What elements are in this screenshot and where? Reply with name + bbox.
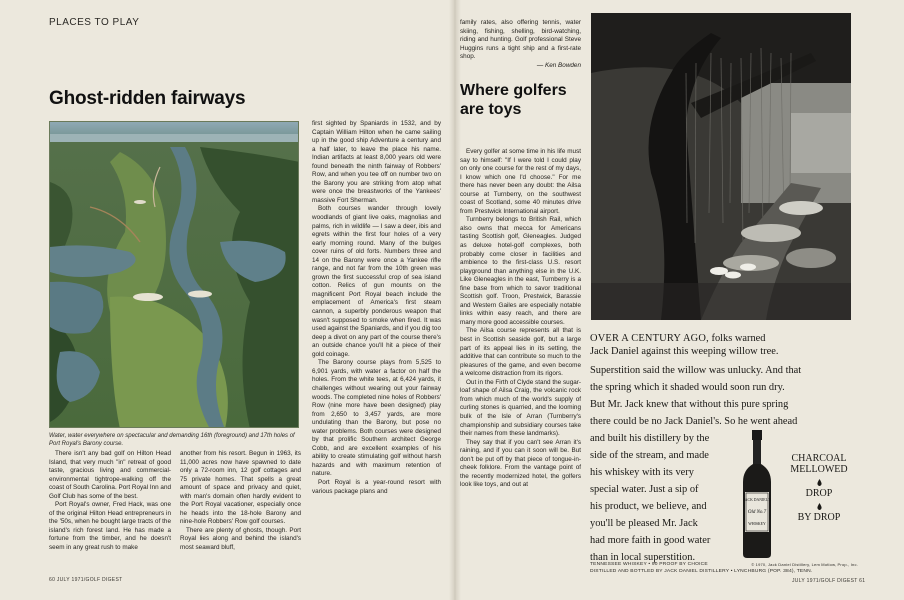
ad-body-line: his product, we believe, and	[590, 501, 707, 512]
byline: — Ken Bowden	[536, 61, 581, 69]
paragraph: Both courses wander through lovely woodlands of giant live oaks, magnolias and palms, rich in wildlife — I saw a deer, ibis and egrets within the first four holes of a very early morning round. Many of the bulges cover ruins of old forts. Numbers three and 14 on the Barony were once a Yankee rifle range, and not far from the 10th green was grown the first successful crop of sea island cotton. Relics of gun mounts on the magnificent Port Royal beach include the emplacement of America's first steam cannon, a superbly ponderous weapon that wasn't supposed to smoke when fired. It was used against the Spaniards, and if you dig too deep a divot on any part of the course there's an outside chance you'll hit a piece of their gold coinage.	[312, 205, 441, 358]
slogan-line: CHARCOAL	[791, 453, 847, 464]
ad-body-line: had more faith in good water	[590, 535, 711, 546]
ad-body-line: But Mr. Jack knew that without this pure spring	[590, 399, 789, 410]
drop-icon	[817, 479, 822, 486]
slogan-line: MELLOWED	[790, 464, 848, 475]
ad-footer-line1: TENNESSEE WHISKEY • 90 PROOF BY CHOICE	[590, 562, 708, 567]
article-column-4-top	[460, 19, 581, 70]
paragraph: first sighted by Spaniards in 1532, and by Captain William Hilton when he came sailing up in the good ship Adventure a century and a half later, to leave the place his name. Indian artifacts at least 8,000 years old were found beneath the ninth fairway of Robbers' Row, and when you tee off on number two on the Barony you are striking from atop what were once the breastworks of the Yankees' massive Fort Sherman.	[312, 120, 441, 204]
golf-course-aerial-photo	[49, 121, 299, 428]
ad-body-line: than in local superstition.	[590, 552, 696, 563]
paragraph: Turnberry belongs to British Rail, which also owns that mecca for Americans tasting Scottish golf, Gleneagles. Judged as deluxe hotel-golf complexes, both probably come closer in facilities and ambience to the first-class U.S. resort playground than anything else in the U.K. Like Gleneagles in the east, Turnberry is a fine base from which to savor traditional Scottish golf. Troon, Prestwick, Barassie and Western Gailes are especially notable links within easy reach, and there are many more good accessible courses.	[460, 216, 581, 326]
bottle-label-bottom: WHISKEY	[748, 522, 766, 526]
paragraph: Every golfer at some time in his life must say to himself: "If I were told I could play on only one course for the rest of my days, I know which one I'd choose." For me there has never been any doubt: the Ailsa course at Turnberry, on the southwest coast of Scotland, some 40 minutes drive from Prestwick International airport.	[460, 148, 581, 215]
slogan-line: DROP	[805, 488, 833, 499]
drop-icon	[817, 503, 822, 510]
bottle-label-mid: Old No.7	[747, 510, 767, 515]
ad-headline-rest: folks warned	[708, 333, 766, 344]
article-column-2	[180, 450, 301, 553]
ad-body-line: you'll be pleased Mr. Jack	[590, 518, 698, 529]
ad-slogan	[779, 453, 859, 523]
paragraph: There are plenty of ghosts, though. Port Royal lies along and behind the island's most seaward bluff,	[180, 526, 301, 552]
whiskey-bottle-image	[739, 430, 775, 558]
right-page-footer: JULY 1971/GOLF DIGEST 61	[792, 578, 866, 584]
subhead: Where golfers are toys	[460, 82, 567, 118]
ad-headline-caps: OVER A CENTURY AGO,	[590, 333, 709, 344]
ad-body-line: Superstition said the willow was unlucky. And that	[590, 365, 802, 376]
ad-footer	[590, 562, 858, 575]
photo-caption: Water, water everywhere on spectacular and demanding 16th (foreground) and 17th holes of Port Royal's Barony course.	[49, 433, 295, 447]
paragraph: The Ailsa course represents all that is best in Scottish seaside golf, but a large part of its appeal lies in its setting, the additive that can contribute so much to the pleasures of the game, and even become a welcome distraction from its rigors.	[460, 327, 581, 378]
ad-body-line: and built his distillery by the	[590, 433, 710, 444]
bottle-label-top: JACK DANIEL'S	[743, 498, 771, 502]
paragraph: family rates, also offering tennis, water skiing, fishing, shelling, bird-watching, riding and hunting. Golf professional Steve Huggins runs a tight ship and a first-rate shop.	[460, 19, 581, 61]
paragraph: another from his resort. Begun in 1963, its 11,000 acres now have spawned to date only a 72-room inn, 12 golf cottages and 75 private homes. That spells a great amount of space and privacy and quiet, with man's domain often hardly evident to the Port Royal vacationer, especially once he heads into the 18-hole Barony and nine-hole Robbers' Row golf courses.	[180, 450, 301, 526]
willow-tree-photo	[591, 13, 851, 320]
left-page-footer: 60 JULY 1971/GOLF DIGEST	[49, 577, 123, 583]
ad-copyright: © 1970, Jack Daniel Distillery, Lem Motlow, Prop., Inc.	[751, 562, 858, 567]
article-column-4	[460, 148, 581, 490]
ad-body-line: special water. Just a sip of	[590, 484, 699, 495]
paragraph: Port Royal's owner, Fred Hack, was one of the original Hilton Head entrepreneurs in the '50s, when he bought large tracts of the island's rich forest land. He has made a fortune from the timber, and he doesn't seem in any great rush to make	[49, 501, 171, 552]
ad-body-line: side of the stream, and made	[590, 450, 709, 461]
ad-body-line: the spring which it shaded would soon run dry.	[590, 382, 785, 393]
ad-headline	[590, 332, 858, 359]
paragraph: Port Royal is a year-round resort with various package plans and	[312, 478, 441, 495]
slogan-line: BY DROP	[797, 512, 841, 523]
ad-footer-line2: DISTILLED AND BOTTLED BY JACK DANIEL DISTILLERY • LYNCHBURG (POP. 384), TENN.	[590, 568, 813, 574]
paragraph: They say that if you can't see Arran it's raining, and if you can it soon will be. But don't be put off by that piece of tongue-in-cheek folklore. From the vantage point of the recently modernized hotel, the golfers look like toys, and out at	[460, 438, 581, 489]
article-column-3	[312, 120, 441, 496]
paragraph: Out in the Firth of Clyde stand the sugar-loaf shape of Ailsa Craig, the volcanic rock from which much of the world's supply of curling stones is quarried, and the looming bulk of the Isle of Arran (Turnberry's championship and subsidiary courses take their names from these landmarks).	[460, 378, 581, 438]
paragraph: The Barony course plays from 5,525 to 6,901 yards, with water a factor on half the holes. From the white tees, at 6,424 yards, it challenges without wearing out your fairway woods. The completed nine holes of Robbers' Row (nine more have been designed) play from 2,650 to 3,457 yards, are more undulating than the Barony, but pose no water problems. Both courses were designed by that prolific Southern architect George Cobb, and are excellent examples of his ability to create stimulating golf without harsh hazards and with maximum retention of nature.	[312, 359, 441, 478]
ad-body-line: his whiskey with its very	[590, 467, 694, 478]
ad-body-line: there could be no Jack Daniel's. So he went ahead	[590, 416, 798, 427]
ad-headline-line2: Jack Daniel against this weeping willow tree.	[590, 346, 779, 358]
section-label: PLACES TO PLAY	[49, 17, 140, 28]
article-column-1	[49, 450, 171, 553]
paragraph: There isn't any bad golf on Hilton Head Island, that very much "in" retreat of good taste, gracious living and commercial-environmental tightrope-walking off the coast of South Carolina. Port Royal Inn and Golf Club has some of the best.	[49, 450, 172, 500]
article-headline: Ghost-ridden fairways	[49, 88, 246, 109]
